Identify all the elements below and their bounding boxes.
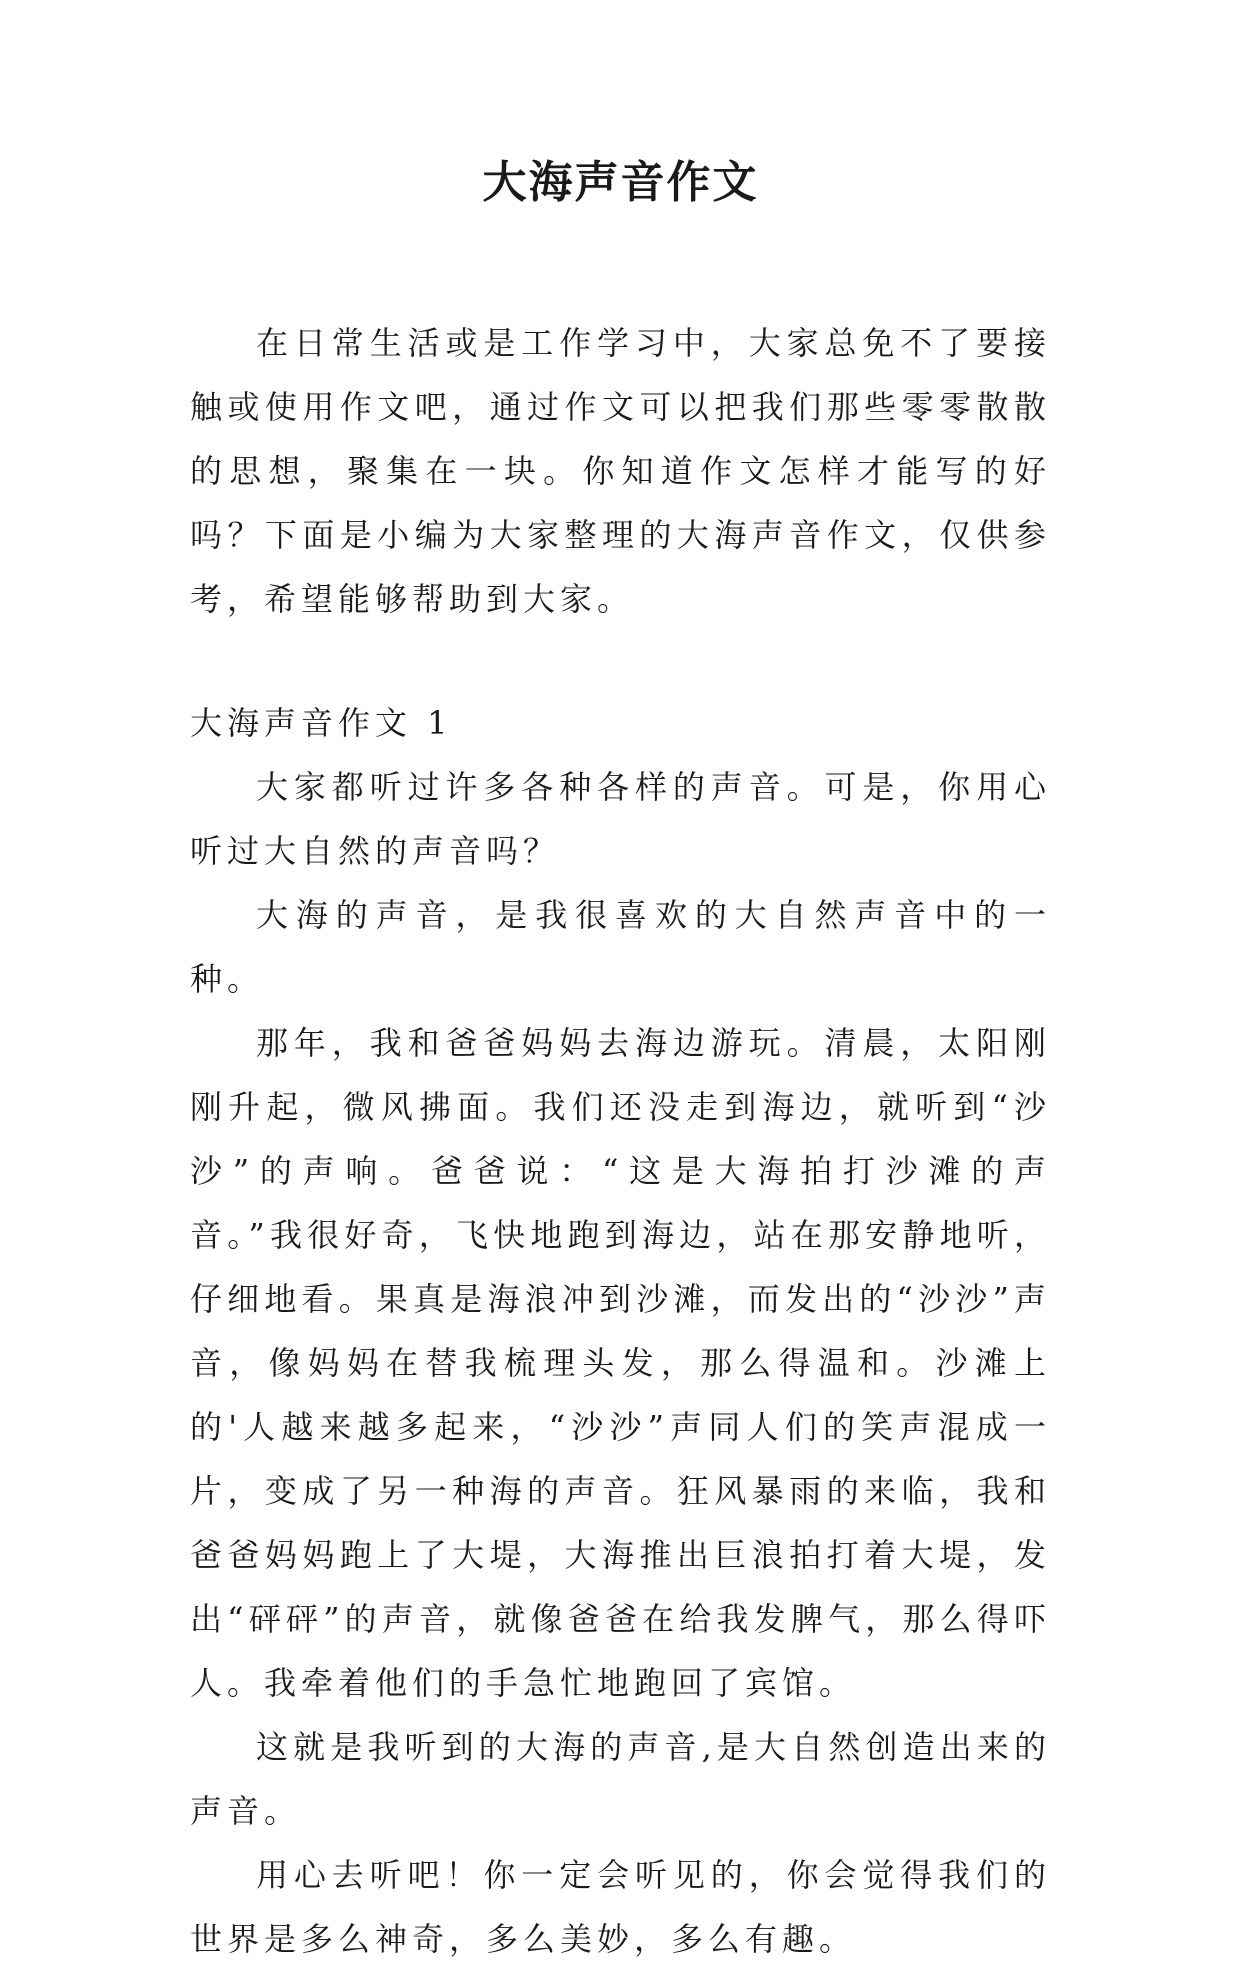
- intro-paragraph: 在日常生活或是工作学习中，大家总免不了要接触或使用作文吧，通过作文可以把我们那些零零散散的思想，聚集在一块。你知道作文怎样才能写的好吗？下面是小编为大家整理的大海声音作文，仅供参考，希望能够帮助到大家。: [190, 324, 1051, 618]
- paragraph-3: 那年，我和爸爸妈妈去海边游玩。清晨，太阳刚刚升起，微风拂面。我们还没走到海边，就听到“沙沙”的声响。爸爸说：“这是大海拍打沙滩的声音。”我很好奇，飞快地跑到海边，站在那安静地听，仔细地看。果真是海浪冲到沙滩，而发出的“沙沙”声音，像妈妈在替我梳理头发，那么得温和。沙滩上的'人越来越多起来，“沙沙”声同人们的笑声混成一片，变成了另一种海的声音。狂风暴雨的来临，我和爸爸妈妈跑上了大堤，大海推出巨浪拍打着大堤，发出“砰砰”的声音，就像爸爸在给我发脾气，那么得吓人。我牵着他们的手急忙地跑回了宾馆。: [190, 1024, 1051, 1702]
- essay-body: [190, 755, 1051, 1971]
- paragraph-4: 这就是我听到的大海的声音,是大自然创造出来的声音。: [190, 1728, 1051, 1830]
- section-heading: 大海声音作文 1: [190, 704, 453, 742]
- paragraph-5: 用心去听吧！你一定会听见的，你会觉得我们的世界是多么神奇，多么美妙，多么有趣。: [190, 1856, 1051, 1958]
- document-title: 大海声音作文: [482, 157, 759, 208]
- paragraph-2: 大海的声音，是我很喜欢的大自然声音中的一种。: [190, 896, 1051, 998]
- intro-block: [190, 311, 1051, 631]
- paragraph-1: 大家都听过许多各种各样的声音。可是，你用心听过大自然的声音吗？: [190, 768, 1051, 870]
